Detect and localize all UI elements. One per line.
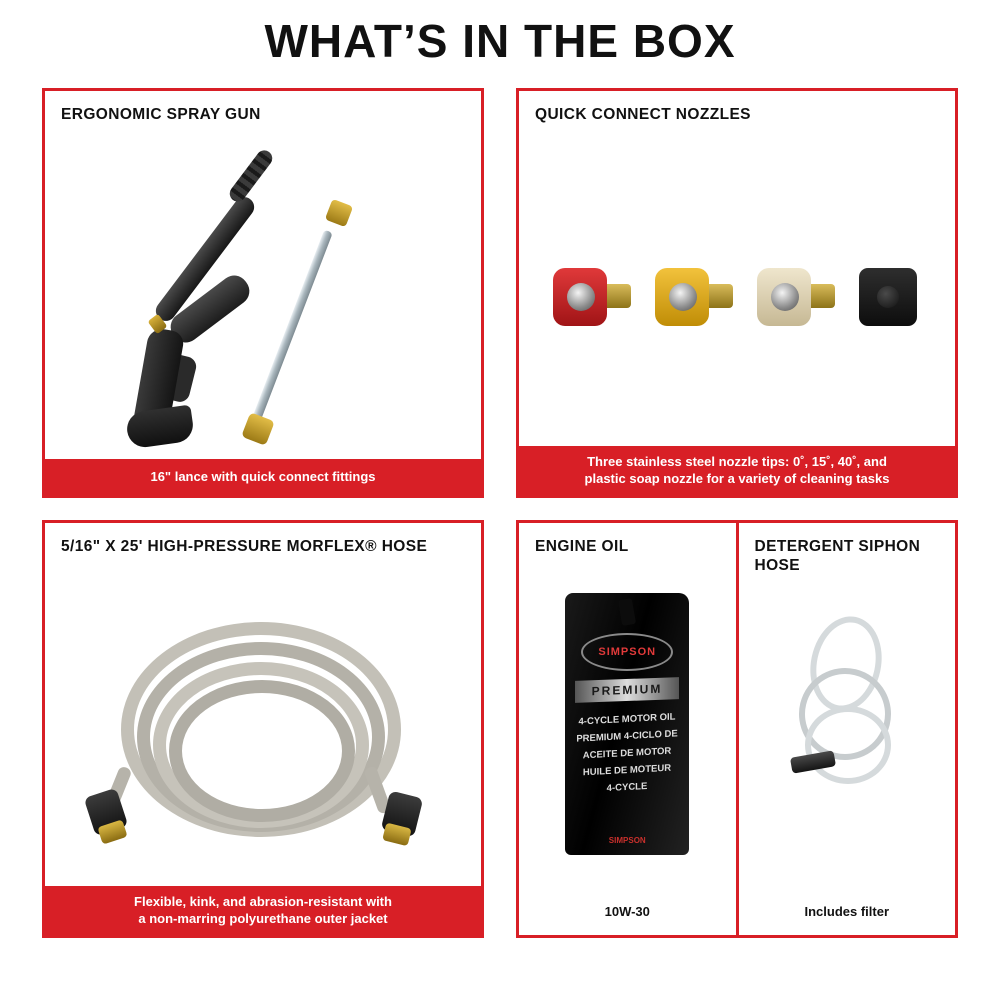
card-hose-heading: 5/16" X 25' HIGH-PRESSURE MORFLEX® HOSE <box>61 538 428 555</box>
oil-pouch-line-4: HUILE DE MOTEUR <box>583 762 672 779</box>
card-engine-oil-heading: ENGINE OIL <box>535 538 629 555</box>
card-hose-art <box>45 556 481 886</box>
hose-coil-icon <box>85 616 455 906</box>
card-oil-and-siphon <box>516 520 958 938</box>
card-hose-caption-line2: a non-marring polyurethane outer jacket <box>138 911 388 927</box>
card-nozzles-caption <box>519 446 955 495</box>
lance-bottom-fitting-icon <box>241 413 275 447</box>
cards-grid <box>42 88 958 938</box>
oil-pouch-brand: SIMPSON <box>581 633 673 671</box>
cards-row-1 <box>42 88 958 498</box>
cards-row-2 <box>42 520 958 938</box>
card-spray-gun <box>42 88 484 498</box>
spray-gun-grip-texture-icon <box>227 148 276 206</box>
card-siphon-caption: Includes filter <box>804 904 890 919</box>
card-engine-oil <box>519 523 736 935</box>
oil-pouch-description <box>565 708 689 800</box>
card-spray-gun-caption: 16" lance with quick connect fittings <box>45 459 481 495</box>
oil-pouch-line-3: ACEITE DE MOTOR <box>583 745 672 762</box>
card-detergent-siphon-hose <box>736 523 956 935</box>
card-nozzles-art <box>519 124 955 446</box>
nozzle-soap-icon <box>859 264 921 330</box>
card-nozzles-caption-line2: plastic soap nozzle for a variety of cleaning tasks <box>584 471 890 487</box>
oil-pouch-line-2: PREMIUM 4-CICLO DE <box>576 728 678 745</box>
card-engine-oil-caption: 10W-30 <box>604 904 650 919</box>
page-title: WHAT’S IN THE BOX <box>264 15 736 67</box>
siphon-hose-icon <box>739 576 956 894</box>
card-siphon-art <box>739 576 956 894</box>
nozzle-40-degree-icon <box>757 264 835 330</box>
card-hose-caption-line1: Flexible, kink, and abrasion-resistant with <box>134 893 392 909</box>
card-spray-gun-heading: ERGONOMIC SPRAY GUN <box>61 106 261 123</box>
card-nozzles-heading: QUICK CONNECT NOZZLES <box>535 106 751 123</box>
oil-pouch-cap-icon <box>618 598 636 626</box>
card-engine-oil-art <box>519 569 736 894</box>
lance-icon <box>246 230 333 437</box>
lance-top-fitting-icon <box>325 199 353 227</box>
card-spray-gun-art <box>45 124 481 459</box>
card-quick-connect-nozzles <box>516 88 958 498</box>
oil-pouch-line-5: 4-CYCLE <box>606 781 648 795</box>
oil-pouch-band-label: PREMIUM <box>575 677 679 703</box>
card-nozzles-caption-line1: Three stainless steel nozzle tips: 0˚, 15˚, 40˚, and <box>587 453 887 469</box>
nozzle-0-degree-icon <box>553 264 631 330</box>
card-siphon-heading: DETERGENT SIPHON HOSE <box>754 538 921 575</box>
oil-pouch-line-1: 4-CYCLE MOTOR OIL <box>578 711 676 728</box>
nozzle-15-degree-icon <box>655 264 733 330</box>
oil-pouch-footer: SIMPSON <box>608 836 646 845</box>
oil-pouch-icon <box>565 593 689 855</box>
card-high-pressure-hose <box>42 520 484 938</box>
